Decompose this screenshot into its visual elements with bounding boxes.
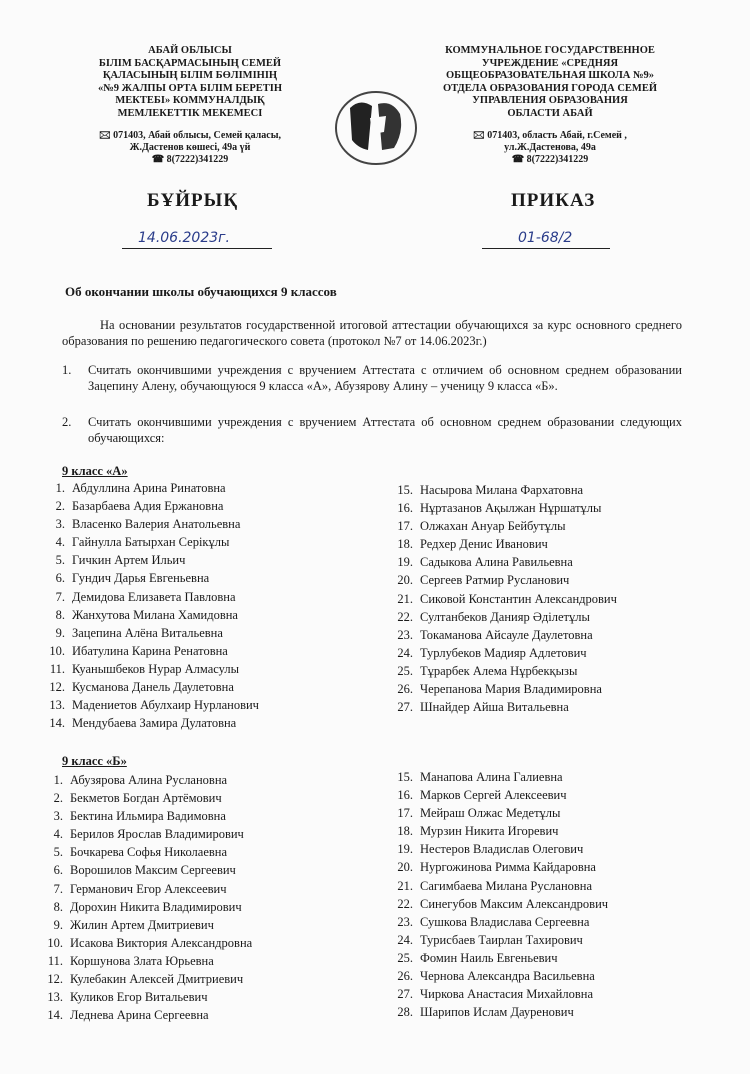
student-row — [385, 804, 608, 822]
header-line: Ж.Дастенов көшесі, 49а үй — [129, 142, 251, 153]
prikaz-heading: ПРИКАЗ — [511, 190, 596, 211]
student-name: Власенко Валерия Анатольевна — [72, 517, 241, 532]
student-name: Синегубов Максим Александрович — [420, 896, 609, 911]
student-row — [385, 517, 617, 535]
student-number: 7. — [55, 589, 65, 604]
student-number: 27. — [397, 987, 413, 1002]
student-number: 12. — [49, 680, 65, 695]
student-row — [385, 571, 617, 589]
student-name: Шнайдер Айша Витальевна — [420, 700, 569, 715]
student-number: 7. — [53, 881, 63, 896]
student-name: Ибатулина Карина Ренатовна — [72, 643, 228, 658]
student-name: Коршунова Злата Юрьевна — [70, 953, 214, 968]
student-number: 28. — [397, 1005, 413, 1020]
handwritten-date: 14.06.2023г. — [138, 230, 230, 246]
student-row — [35, 970, 252, 988]
student-name: Исакова Виктория Александровна — [70, 935, 253, 950]
student-name: Куанышбеков Нурар Алмасулы — [72, 661, 240, 676]
class-a-title: 9 класс «А» — [62, 464, 128, 478]
student-row — [37, 624, 259, 642]
class-a-list-left — [37, 479, 259, 732]
student-name: Тұрарбек Алема Нұрбекқызы — [420, 663, 578, 678]
student-number: 13. — [47, 990, 63, 1005]
student-number: 25. — [397, 950, 413, 965]
student-row — [385, 895, 608, 913]
student-number: 6. — [55, 571, 65, 586]
header-line: УПРАВЛЕНИЯ ОБРАЗОВАНИЯ — [472, 95, 628, 106]
student-number: 5. — [53, 845, 63, 860]
student-number: 2. — [53, 791, 63, 806]
student-name: Марков Сергей Алексеевич — [420, 788, 567, 803]
student-name: Бочкарева Софья Николаевна — [70, 845, 228, 860]
student-row — [385, 662, 617, 680]
student-row — [35, 789, 252, 807]
student-name: Дорохин Никита Владимирович — [70, 899, 242, 914]
student-number: 15. — [397, 483, 413, 497]
header-line: ☎ 8(7222)341229 — [511, 154, 589, 165]
student-name: Гайнулла Батырхан Серікұлы — [72, 535, 230, 550]
student-name: Шарипов Ислам Дауренович — [420, 1005, 574, 1020]
header-kazakh-lines — [85, 45, 295, 120]
student-name: Мадениетов Абулхаир Нурланович — [72, 698, 259, 713]
header-line: ОБЛАСТИ АБАЙ — [507, 107, 593, 119]
student-row — [385, 840, 608, 858]
student-row — [385, 786, 608, 804]
student-name: Берилов Ярослав Владимирович — [70, 827, 244, 842]
student-name: Токаманова Айсауле Даулетовна — [420, 627, 593, 642]
student-number: 20. — [397, 860, 413, 875]
student-number: 10. — [47, 935, 63, 950]
student-number: 11. — [49, 661, 65, 676]
student-row — [385, 931, 608, 949]
student-name: Мурзин Никита Игоревич — [420, 824, 559, 839]
student-name: Кулебакин Алексей Дмитриевич — [70, 972, 244, 987]
student-row — [385, 590, 617, 608]
order-item-text: Считать окончившими учреждения с вручением Аттестата с отличием об основном среднем образовании Зацепину Алену, обучающуюся 9 класса «А», Абузярову Алину – ученицу 9 класса «Б». — [88, 363, 682, 393]
student-row — [37, 515, 259, 533]
header-line: ул.Ж.Дастенова, 49а — [504, 142, 596, 153]
student-name: Зацепина Алёна Витальевна — [72, 625, 223, 640]
student-row — [37, 569, 259, 587]
student-number: 24. — [397, 645, 413, 660]
student-number: 1. — [55, 481, 65, 495]
class-a-list-right — [385, 481, 617, 716]
student-name: Турисбаев Таирлан Тахирович — [420, 932, 583, 947]
student-row — [35, 898, 252, 916]
student-name: Гичкин Артем Ильич — [72, 553, 186, 568]
student-name: Нургожинова Римма Кайдаровна — [420, 860, 596, 875]
header-line: ОБЩЕОБРАЗОВАТЕЛЬНАЯ ШКОЛА №9» — [445, 70, 655, 81]
student-name: Олжахан Ануар Бейбутұлы — [420, 519, 566, 534]
student-row — [385, 768, 608, 786]
student-row — [385, 967, 608, 985]
student-number: 22. — [397, 609, 413, 624]
student-row — [37, 588, 259, 606]
student-number: 12. — [47, 972, 63, 987]
header-kazakh — [85, 45, 295, 166]
student-row — [37, 660, 259, 678]
header-line: «№9 ЖАЛПЫ ОРТА БІЛІМ БЕРЕТІН — [97, 82, 283, 94]
student-number: 13. — [49, 698, 65, 713]
student-name: Насырова Милана Фархатовна — [420, 483, 584, 497]
student-name: Сиковой Константин Александрович — [420, 591, 617, 606]
student-name: Турлубеков Мадияр Адлетович — [420, 645, 587, 660]
student-row — [35, 843, 252, 861]
student-row — [37, 497, 259, 515]
student-number: 1. — [53, 773, 63, 787]
student-row — [37, 551, 259, 569]
header-line: 🖂 071403, Абай облысы, Семей қаласы, — [98, 130, 282, 141]
student-name: Мейраш Олжас Медетұлы — [420, 806, 561, 821]
student-number: 24. — [397, 932, 413, 947]
student-name: Бекметов Богдан Артёмович — [70, 791, 222, 806]
student-number: 19. — [397, 555, 413, 570]
student-number: 8. — [55, 607, 65, 622]
student-number: 27. — [397, 700, 413, 715]
student-number: 6. — [53, 863, 63, 878]
student-row — [37, 714, 259, 732]
order-item-2 — [62, 415, 682, 446]
student-row — [385, 913, 608, 931]
student-number: 2. — [55, 499, 65, 514]
header-line: МЕМЛЕКЕТТІК МЕКЕМЕСІ — [117, 107, 263, 119]
student-row — [385, 822, 608, 840]
student-number: 4. — [55, 535, 65, 550]
student-number: 21. — [397, 591, 413, 606]
student-name: Фомин Наиль Евгеньевич — [420, 950, 558, 965]
student-number: 16. — [397, 788, 413, 803]
header-line: ОТДЕЛА ОБРАЗОВАНИЯ ГОРОДА СЕМЕЙ — [443, 82, 657, 94]
student-name: Базарбаева Адия Ержановна — [72, 499, 224, 514]
student-number: 14. — [49, 716, 65, 731]
header-kazakh-address — [85, 130, 295, 166]
header-line: АБАЙ ОБЛЫСЫ — [148, 45, 232, 56]
student-number: 26. — [397, 969, 413, 984]
student-row — [35, 1006, 252, 1024]
student-row — [37, 606, 259, 624]
student-name: Абдуллина Арина Ринатовна — [72, 481, 226, 495]
student-name: Германович Егор Алексеевич — [70, 881, 227, 896]
student-row — [37, 533, 259, 551]
student-name: Бектина Ильмира Вадимовна — [70, 809, 226, 824]
header-line: ҚАЛАСЫНЫҢ БІЛІМ БӨЛІМІНІҢ — [102, 70, 278, 81]
student-name: Демидова Елизавета Павловна — [72, 589, 236, 604]
student-number: 8. — [53, 899, 63, 914]
student-number: 23. — [397, 914, 413, 929]
intro-paragraph: На основании результатов государственной итоговой аттестации обучающихся за курс основного среднего образования по решению педагогического совета (протокол №7 от 14.06.2023г.) — [62, 318, 682, 348]
document-title: Об окончании школы обучающихся 9 классов — [65, 284, 337, 299]
student-row — [35, 916, 252, 934]
student-number: 11. — [47, 953, 63, 968]
header-line: 🖂 071403, область Абай, г.Семей , — [473, 130, 627, 141]
header-line: УЧРЕЖДЕНИЕ «СРЕДНЯЯ — [481, 57, 619, 69]
class-b-list-right — [385, 768, 608, 1021]
student-name: Гундич Дарья Евгеньевна — [72, 571, 210, 586]
student-row — [385, 1003, 608, 1021]
student-row — [37, 678, 259, 696]
student-number: 18. — [397, 824, 413, 839]
student-name: Султанбеков Данияр Әділетұлы — [420, 609, 590, 624]
student-row — [35, 988, 252, 1006]
student-row — [35, 952, 252, 970]
class-b-list-left — [35, 771, 252, 1024]
student-number: 26. — [397, 682, 413, 697]
header-russian-lines — [440, 45, 660, 120]
student-number: 5. — [55, 553, 65, 568]
student-row — [37, 642, 259, 660]
student-name: Жилин Артем Дмитриевич — [70, 917, 214, 932]
header-line: БІЛІМ БАСҚАРМАСЫНЫҢ СЕМЕЙ — [98, 57, 282, 69]
student-name: Садыкова Алина Равильевна — [420, 555, 573, 570]
student-row — [35, 861, 252, 879]
student-row — [385, 858, 608, 876]
student-row — [35, 825, 252, 843]
student-number: 17. — [397, 519, 413, 534]
student-row — [385, 608, 617, 626]
student-number: 4. — [53, 827, 63, 842]
student-name: Нестеров Владислав Олегович — [420, 842, 584, 857]
student-row — [385, 481, 617, 499]
student-number: 23. — [397, 627, 413, 642]
student-number: 22. — [397, 896, 413, 911]
student-row — [385, 985, 608, 1003]
student-name: Абузярова Алина Руслановна — [70, 773, 228, 787]
student-row — [385, 698, 617, 716]
student-name: Мендубаева Замира Дулатовна — [72, 716, 237, 731]
student-row — [37, 479, 259, 497]
class-b-title: 9 класс «Б» — [62, 754, 127, 768]
order-item-number: 2. — [62, 415, 72, 429]
student-name: Редхер Денис Иванович — [420, 537, 548, 552]
student-row — [35, 934, 252, 952]
student-number: 9. — [53, 917, 63, 932]
student-row — [385, 553, 617, 571]
student-row — [35, 771, 252, 789]
order-item-1 — [62, 363, 682, 394]
student-name: Манапова Алина Галиевна — [420, 770, 563, 784]
student-row — [35, 807, 252, 825]
student-number: 16. — [397, 501, 413, 516]
student-row — [385, 949, 608, 967]
student-number: 15. — [397, 770, 413, 784]
student-name: Сушкова Владислава Сергеевна — [420, 914, 590, 929]
number-underline — [482, 248, 610, 249]
buyryk-heading: БҰЙРЫҚ — [147, 190, 239, 211]
header-russian-address — [440, 130, 660, 166]
school-emblem-icon — [330, 88, 422, 168]
date-underline — [122, 248, 272, 249]
order-item-number: 1. — [62, 363, 72, 377]
header-russian — [440, 45, 660, 166]
student-number: 17. — [397, 806, 413, 821]
student-name: Кусманова Данель Даулетовна — [72, 680, 234, 695]
student-row — [385, 680, 617, 698]
student-name: Нұртазанов Ақылжан Нұршатұлы — [420, 501, 602, 516]
student-name: Чернова Александра Васильевна — [420, 969, 595, 984]
student-number: 14. — [47, 1008, 63, 1023]
student-name: Куликов Егор Витальевич — [70, 990, 208, 1005]
student-number: 19. — [397, 842, 413, 857]
student-row — [385, 535, 617, 553]
student-row — [385, 877, 608, 895]
student-row — [35, 880, 252, 898]
student-name: Сергеев Ратмир Русланович — [420, 573, 570, 588]
student-number: 3. — [55, 517, 65, 532]
student-row — [37, 696, 259, 714]
student-number: 18. — [397, 537, 413, 552]
student-number: 9. — [55, 625, 65, 640]
student-number: 3. — [53, 809, 63, 824]
handwritten-number: 01-68/2 — [518, 230, 573, 246]
order-item-text: Считать окончившими учреждения с вручением Аттестата об основном среднем образовании следующих обучающихся: — [88, 415, 682, 445]
header-line: МЕКТЕБІ» КОММУНАЛДЫҚ — [115, 95, 265, 106]
student-number: 25. — [397, 663, 413, 678]
student-name: Ворошилов Максим Сергеевич — [70, 863, 236, 878]
student-number: 21. — [397, 878, 413, 893]
header-line: ☎ 8(7222)341229 — [151, 154, 229, 165]
student-row — [385, 499, 617, 517]
student-name: Чиркова Анастасия Михайловна — [420, 987, 594, 1002]
student-number: 20. — [397, 573, 413, 588]
header-line: КОММУНАЛЬНОЕ ГОСУДАРСТВЕННОЕ — [445, 45, 655, 56]
student-row — [385, 626, 617, 644]
student-name: Леднева Арина Сергеевна — [70, 1008, 209, 1023]
student-row — [385, 644, 617, 662]
student-number: 10. — [49, 643, 65, 658]
student-name: Жанхутова Милана Хамидовна — [72, 607, 238, 622]
student-name: Черепанова Мария Владимировна — [420, 682, 602, 697]
student-name: Сагимбаева Милана Руслановна — [420, 878, 593, 893]
